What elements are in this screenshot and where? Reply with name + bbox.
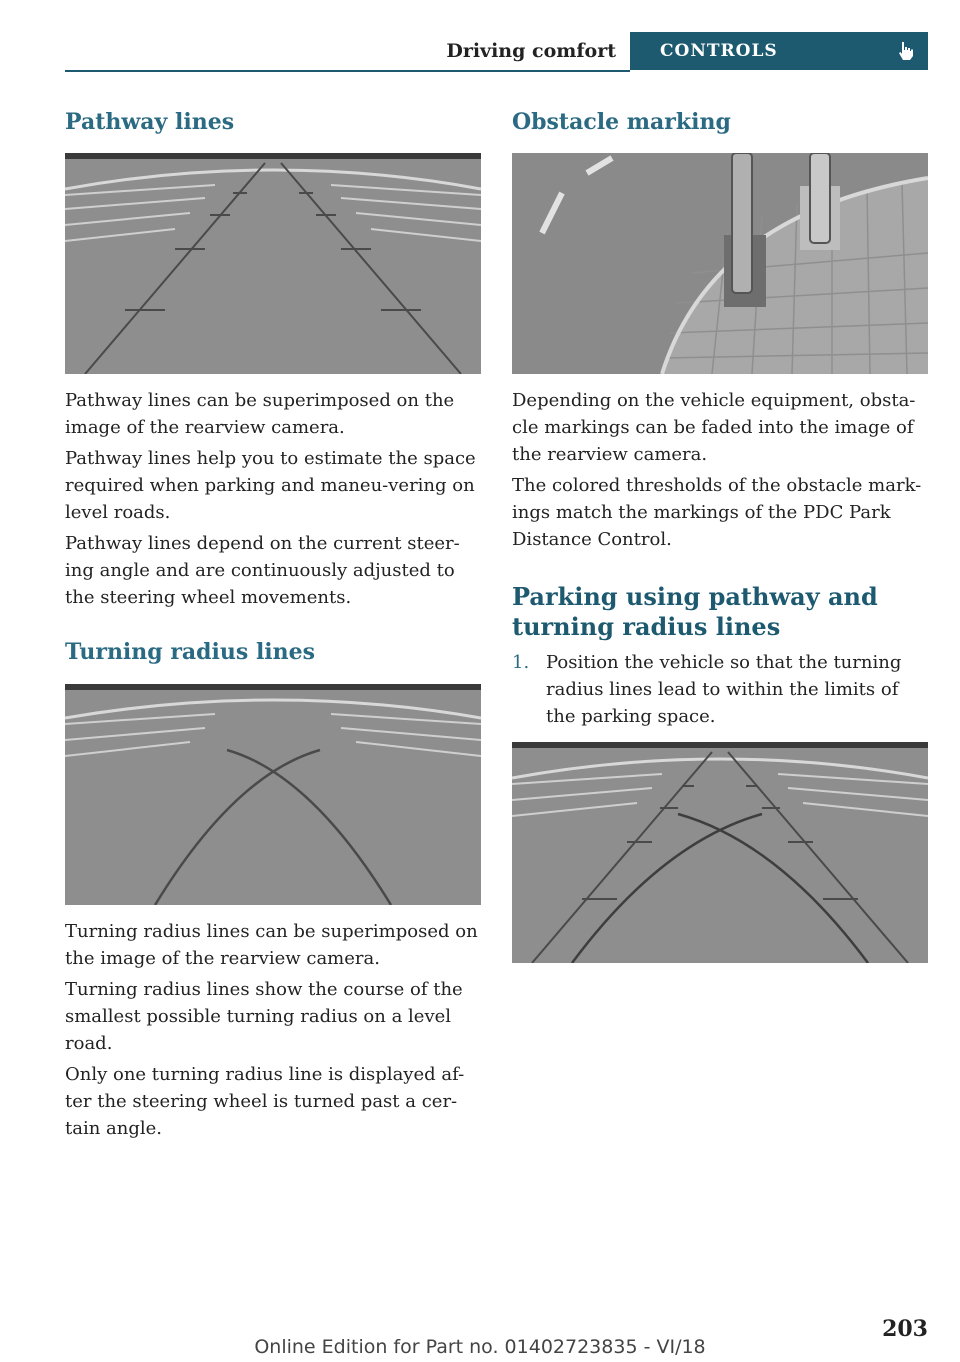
pathway-paragraph-2: Pathway lines help you to estimate the space required when parking and maneu-vering on level roads.	[65, 448, 476, 523]
pathway-lines-image	[65, 153, 481, 374]
page-header	[65, 32, 928, 72]
pathway-paragraph-3: Pathway lines depend on the current steer-ing angle and are continuously adjusted to the steering wheel movements.	[65, 533, 460, 608]
obstacle-marking-image	[512, 153, 928, 374]
parking-lines-image	[512, 742, 928, 963]
turning-paragraph-3: Only one turning radius line is displayed af-ter the steering wheel is turned past a cer-tain angle.	[65, 1064, 465, 1139]
obstacle-paragraph-1: Depending on the vehicle equipment, obsta-cle markings can be faded into the image of the rearview camera.	[512, 390, 916, 465]
header-rule	[65, 70, 630, 72]
step-text: Position the vehicle so that the turning radius lines lead to within the limits of the parking space.	[546, 652, 902, 727]
obstacle-paragraph-2: The colored thresholds of the obstacle mark-ings match the markings of the PDC Park Distance Control.	[512, 475, 922, 550]
section-title: Driving comfort	[446, 40, 616, 62]
step-number: 1.	[512, 652, 530, 673]
heading-parking-using-lines: Parking using pathway and turning radius lines	[512, 582, 878, 641]
heading-turning-radius-lines: Turning radius lines	[65, 639, 316, 665]
heading-obstacle-marking: Obstacle marking	[512, 109, 731, 135]
chapter-tab	[630, 32, 928, 70]
chapter-label: CONTROLS	[660, 41, 778, 61]
page-number: 203	[882, 1316, 928, 1342]
turning-radius-image	[65, 684, 481, 905]
edition-note: Online Edition for Part no. 01402723835 - VI/18	[254, 1336, 706, 1358]
turning-paragraph-2: Turning radius lines show the course of the smallest possible turning radius on a level road.	[65, 979, 463, 1054]
turning-paragraph-1: Turning radius lines can be superimposed on the image of the rearview camera.	[65, 921, 478, 969]
hand-pointer-icon	[896, 40, 916, 62]
page-footer	[0, 1316, 960, 1356]
pathway-paragraph-1: Pathway lines can be superimposed on the image of the rearview camera.	[65, 390, 455, 438]
heading-pathway-lines: Pathway lines	[65, 109, 235, 135]
